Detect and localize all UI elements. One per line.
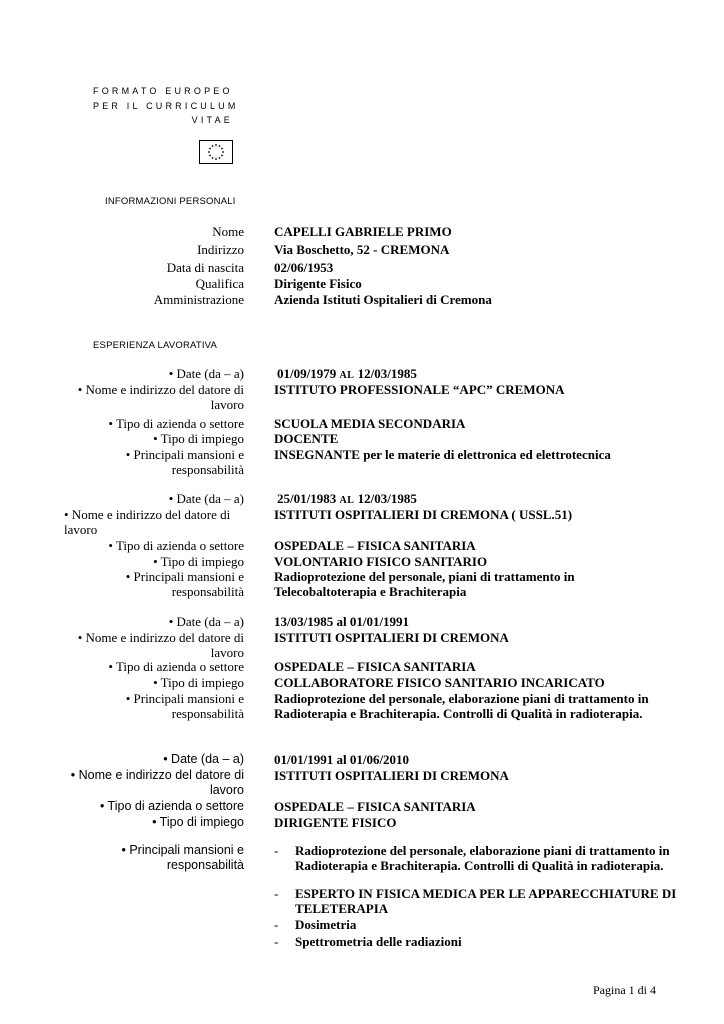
label-nome: Nome	[212, 224, 244, 239]
job1-type: DOCENTE	[274, 431, 339, 446]
job3-duties: Radioprotezione del personale, elaborazione piani di trattamento in Radioterapia e Brachiterapia. Controlli di Qualità in radioterapia.	[274, 691, 649, 721]
job1-employer-label: • Nome e indirizzo del datore di lavoro	[77, 382, 244, 412]
value-data-nascita: 02/06/1953	[274, 260, 334, 275]
job2-date	[277, 491, 417, 508]
job3-employer-label: • Nome e indirizzo del datore di lavoro	[77, 630, 244, 660]
value-qualifica: Dirigente Fisico	[274, 276, 362, 291]
title-line-2: PER IL CURRICULUM	[93, 100, 239, 111]
job2-sector: OSPEDALE – FISICA SANITARIA	[274, 538, 476, 553]
job4-date-label: • Date (da – a)	[163, 752, 244, 766]
job3-type-label: • Tipo di impiego	[153, 675, 244, 690]
page-number: Pagina 1 di 4	[593, 983, 656, 997]
job1-sector: SCUOLA MEDIA SECONDARIA	[274, 416, 466, 431]
duty-text: Dosimetria	[295, 917, 357, 932]
job4-type-label: • Tipo di impiego	[152, 815, 244, 829]
dash-bullet: -	[274, 934, 279, 949]
job3-date: 13/03/1985 al 01/01/1991	[274, 614, 410, 629]
duty-text: Spettrometria delle radiazioni	[295, 934, 462, 949]
job1-type-label: • Tipo di impiego	[153, 431, 244, 446]
job1-date	[277, 366, 417, 383]
value-amministrazione: Azienda Istituti Ospitalieri di Cremona	[274, 292, 492, 307]
section-personal-title: INFORMAZIONI PERSONALI	[105, 196, 236, 207]
title-line-1: FORMATO EUROPEO	[93, 86, 233, 96]
job3-sector: OSPEDALE – FISICA SANITARIA	[274, 659, 476, 674]
job4-date: 01/01/1991 al 01/06/2010	[274, 752, 410, 767]
dash-bullet: -	[274, 917, 279, 932]
job1-date-label: • Date (da – a)	[168, 366, 244, 381]
job2-date-to: 12/03/1985	[357, 491, 417, 506]
job1-employer: ISTITUTO PROFESSIONALE “APC” CREMONA	[274, 382, 565, 397]
job2-type-label: • Tipo di impiego	[153, 554, 244, 569]
job2-employer-label: • Nome e indirizzo del datore di lavoro	[64, 507, 231, 537]
duty-text: Radioprotezione del personale, elaborazione piani di trattamento in Radioterapia e Brachiterapia. Controlli di Qualità in radioterapia.	[295, 843, 670, 873]
job2-date-from: 25/01/1983	[277, 491, 337, 506]
dash-bullet: -	[274, 843, 279, 858]
job1-date-sep: AL	[339, 370, 355, 381]
job1-sector-label: • Tipo di azienda o settore	[108, 416, 244, 431]
job1-date-to: 12/03/1985	[357, 366, 417, 381]
section-experience-title: ESPERIENZA LAVORATIVA	[93, 340, 218, 351]
label-indirizzo: Indirizzo	[197, 242, 244, 257]
job4-sector-label: • Tipo di azienda o settore	[99, 799, 244, 813]
job3-employer: ISTITUTI OSPITALIERI DI CREMONA	[274, 630, 509, 645]
eu-flag-icon	[199, 140, 233, 164]
document-title	[93, 84, 239, 128]
job4-duties-label: • Principali mansioni e responsabilità	[121, 843, 244, 872]
label-data-nascita: Data di nascita	[166, 260, 244, 275]
job1-duties-label: • Principali mansioni e responsabilità	[125, 447, 244, 477]
job2-duties: Radioprotezione del personale, piani di trattamento in Telecobaltoterapia e Brachiterapia	[274, 569, 575, 599]
label-qualifica: Qualifica	[195, 276, 244, 291]
job2-type: VOLONTARIO FISICO SANITARIO	[274, 554, 488, 569]
job1-duties: INSEGNANTE per le materie di elettronica ed elettrotecnica	[274, 447, 611, 462]
job2-date-label: • Date (da – a)	[168, 491, 244, 506]
job3-duties-label: • Principali mansioni e responsabilità	[125, 691, 244, 721]
value-indirizzo: Via Boschetto, 52 - CREMONA	[274, 242, 450, 257]
duty-text: ESPERTO IN FISICA MEDICA PER LE APPARECCHIATURE DI TELETERAPIA	[295, 886, 677, 916]
job4-employer: ISTITUTI OSPITALIERI DI CREMONA	[274, 768, 509, 783]
job2-sector-label: • Tipo di azienda o settore	[108, 538, 244, 553]
job2-employer: ISTITUTI OSPITALIERI DI CREMONA ( USSL.51)	[274, 507, 573, 522]
title-line-3: VITAE	[191, 115, 233, 125]
job4-sector: OSPEDALE – FISICA SANITARIA	[274, 799, 476, 814]
job3-date-label: • Date (da – a)	[168, 614, 244, 629]
job3-type: COLLABORATORE FISICO SANITARIO INCARICATO	[274, 675, 605, 690]
value-nome: CAPELLI GABRIELE PRIMO	[274, 224, 452, 239]
dash-bullet: -	[274, 886, 279, 901]
job4-type: DIRIGENTE FISICO	[274, 815, 397, 830]
job3-sector-label: • Tipo di azienda o settore	[108, 659, 244, 674]
label-amministrazione: Amministrazione	[153, 292, 244, 307]
job2-date-sep: AL	[339, 495, 355, 506]
job4-employer-label: • Nome e indirizzo del datore di lavoro	[70, 768, 244, 797]
job2-duties-label: • Principali mansioni e responsabilità	[125, 569, 244, 599]
job1-date-from: 01/09/1979	[277, 366, 337, 381]
